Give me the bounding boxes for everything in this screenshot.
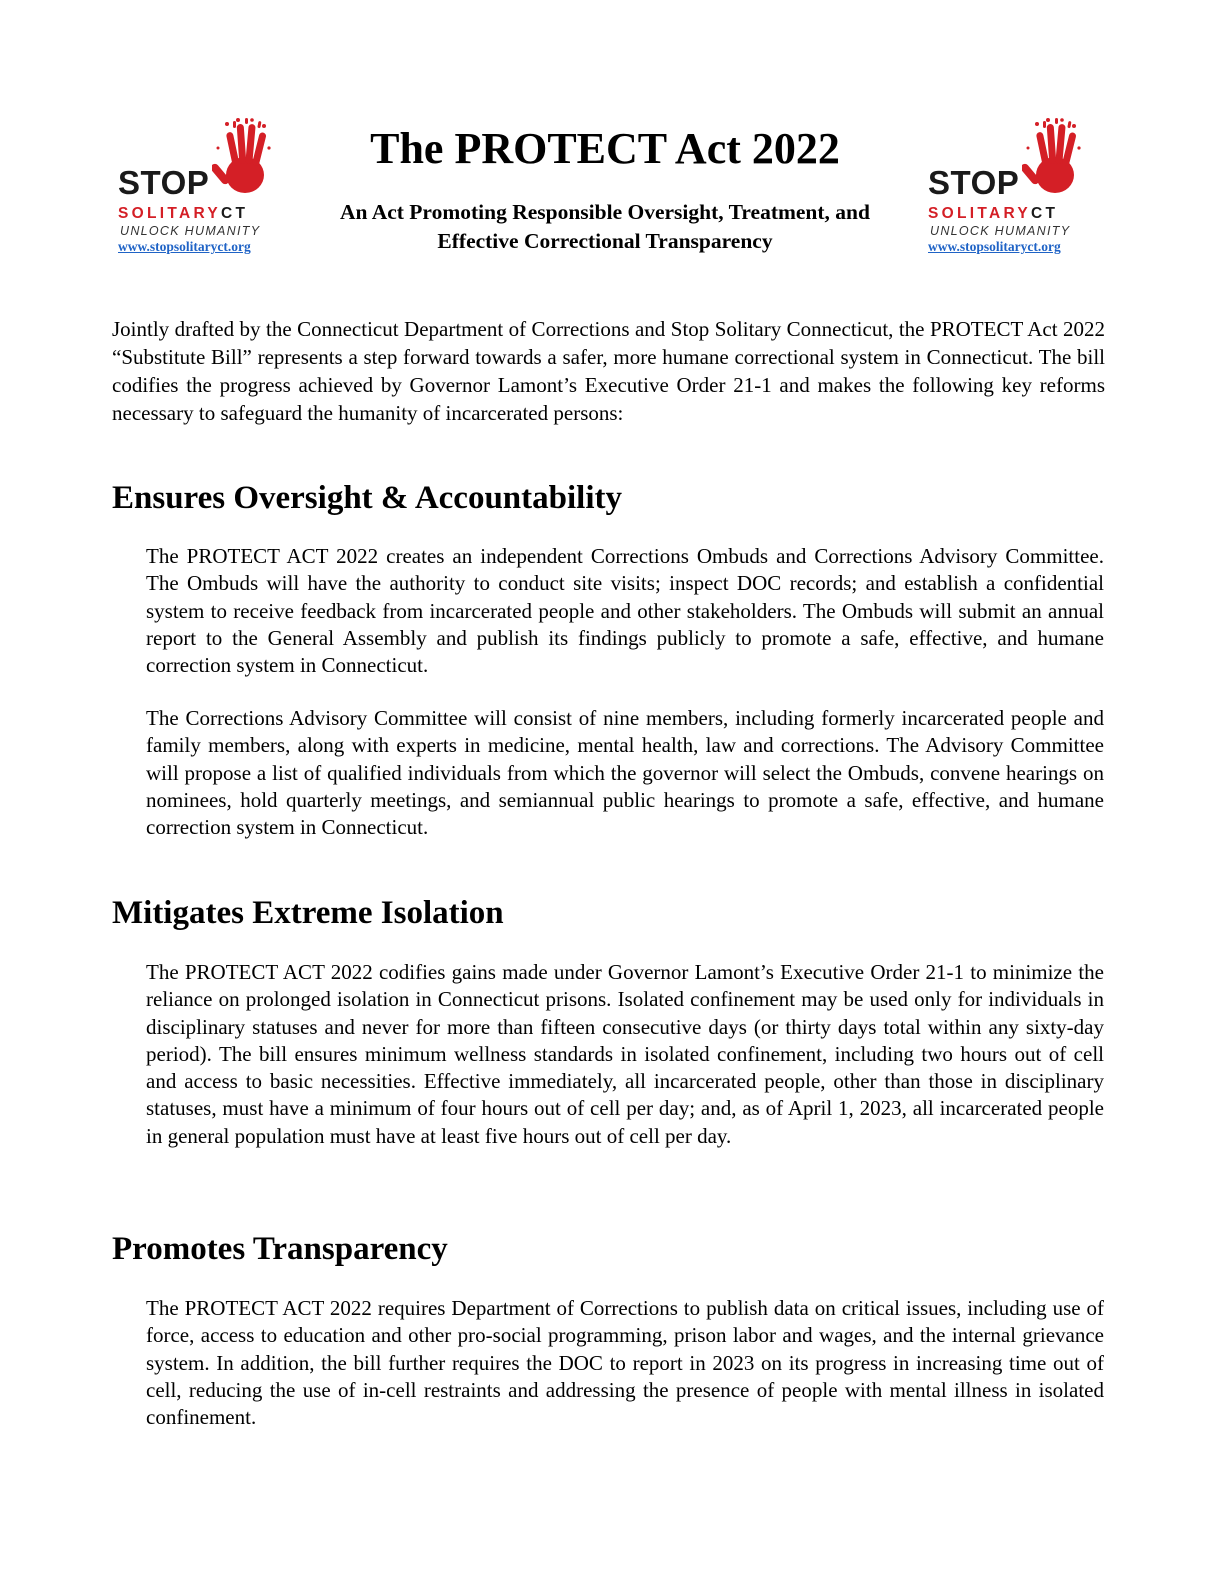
intro-paragraph: Jointly drafted by the Connecticut Department of Corrections and Stop Solitary Connecticut, the PROTECT Act 2022 “Substitute Bill” represents a step forward towards a safer, more humane correctional system in Connecticut. The bill codifies the progress achieved by Governor Lamont’s Executive Order 21-1 and makes the following key reforms necessary to safeguard the humanity of incarcerated persons:: [112, 317, 1105, 425]
logo-solitary-red: SOLITARY: [928, 205, 1032, 222]
logo-solitary-ct: CT: [221, 205, 249, 222]
logo-solitary-text: [118, 206, 248, 222]
section-paragraph: The PROTECT ACT 2022 creates an independent Corrections Ombuds and Corrections Advisory Committee. The Ombuds will have the authority to conduct site visits; inspect DOC records; and establish a confidential system to receive feedback from incarcerated people and other stakeholders. The Ombuds will submit an annual report to the General Assembly and publish its findings publicly to promote a safe, effective, and humane correction system in Connecticut.: [146, 544, 1104, 678]
section-heading-transparency: Promotes Transparency: [112, 1231, 448, 1267]
subtitle-line-2: Effective Correctional Transparency: [437, 229, 773, 253]
logo-stop-text: STOP: [928, 164, 1020, 201]
logo-solitary-red: SOLITARY: [118, 205, 222, 222]
logo-tagline: UNLOCK HUMANITY: [120, 224, 261, 238]
logo-stop-text: STOP: [118, 164, 210, 201]
logo-solitary-ct: CT: [1031, 205, 1059, 222]
stop-solitary-logo-left: [112, 118, 292, 268]
subtitle-line-1: An Act Promoting Responsible Oversight, Treatment, and: [340, 200, 870, 224]
logo-url-link[interactable]: www.stopsolitaryct.org: [928, 239, 1061, 254]
logo-url-link[interactable]: www.stopsolitaryct.org: [118, 239, 251, 254]
section-heading-oversight: Ensures Oversight & Accountability: [112, 480, 623, 516]
red-hand-icon: [1022, 118, 1084, 198]
section-paragraph: The PROTECT ACT 2022 requires Department of Corrections to publish data on critical issues, including use of force, access to education and other pro-social programming, prison labor and wages, and the internal grievance system. In addition, the bill further requires the DOC to report in 2023 on its progress in increasing time out of cell, reducing the use of in-cell restraints and addressing the presence of people with mental illness in isolated confinement.: [146, 1296, 1104, 1430]
red-hand-icon: [212, 118, 274, 198]
logo-tagline: UNLOCK HUMANITY: [930, 224, 1071, 238]
section-paragraph: The Corrections Advisory Committee will consist of nine members, including formerly incarcerated people and family members, along with experts in medicine, mental health, law and corrections. The Advisory Committee will propose a list of qualified individuals from which the governor will select the Ombuds, convene hearings on nominees, hold quarterly meetings, and semiannual public hearings to promote a safe, effective, and humane correction system in Connecticut.: [146, 706, 1104, 840]
section-heading-isolation: Mitigates Extreme Isolation: [112, 895, 504, 931]
page-subtitle: [300, 198, 910, 256]
section-paragraph: The PROTECT ACT 2022 codifies gains made under Governor Lamont’s Executive Order 21-1 to minimize the reliance on prolonged isolation in Connecticut prisons. Isolated confinement may be used only for individuals in disciplinary statuses and never for more than fifteen consecutive days (or thirty days total within any sixty-day period). The bill ensures minimum wellness standards in isolated confinement, including two hours out of cell and access to basic necessities. Effective immediately, all incarcerated people, other than those in disciplinary statuses, must have a minimum of four hours out of cell per day; and, as of April 1, 2023, all incarcerated people in general population must have at least five hours out of cell per day.: [146, 960, 1104, 1148]
stop-solitary-logo-right: [922, 118, 1102, 268]
logo-solitary-text: [928, 206, 1058, 222]
page-title: The PROTECT Act 2022: [370, 124, 840, 173]
